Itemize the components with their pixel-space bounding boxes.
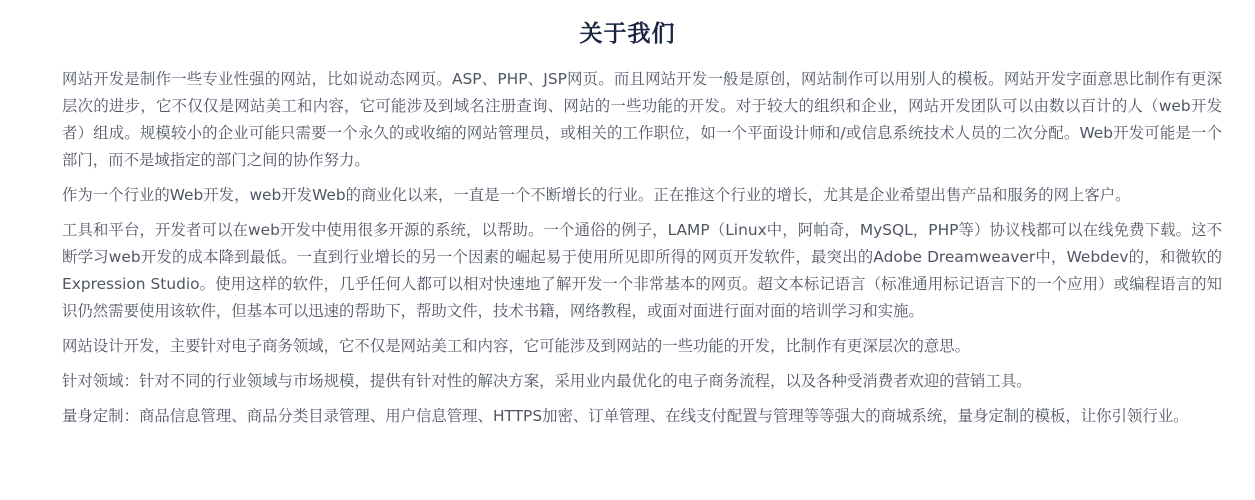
paragraph-custom: 量身定制：商品信息管理、商品分类目录管理、用户信息管理、HTTPS加密、订单管理、在线支付配置与管理等等强大的商城系统，量身定制的模板，让你引领行业。 [62, 407, 1189, 425]
paragraph-domain: 针对领域：针对不同的行业领域与市场规模，提供有针对性的解决方案，采用业内最优化的电子商务流程，以及各种受消费者欢迎的营销工具。 [62, 372, 1032, 390]
page-title: 关于我们 [579, 21, 676, 48]
paragraph-intro: 网站开发是制作一些专业性强的网站，比如说动态网页。ASP、PHP、JSP网页。而且网站开发一般是原创，网站制作可以用别人的模板。网站开发字面意思比制作有更深层次的进步，它不仅仅是网站美工和内容，它可能涉及到域名注册查询、网站的一些功能的开发。对于较大的组织和企业，网站开发团队可以由数以百计的人（web开发者）组成。规模较小的企业可能只需要一个永久的或收缩的网站管理员，或相关的工作职位，如一个平面设计师和/或信息系统技术人员的二次分配。Web开发可能是一个部门，而不是域指定的部门之间的协作努力。 [62, 70, 1222, 169]
paragraph-industry: 作为一个行业的Web开发，web开发Web的商业化以来，一直是一个不断增长的行业。正在推这个行业的增长，尤其是企业希望出售产品和服务的网上客户。 [62, 186, 1131, 204]
paragraph-design: 网站设计开发，主要针对电子商务领域，它不仅是网站美工和内容，它可能涉及到网站的一些功能的开发，比制作有更深层次的意思。 [62, 337, 971, 355]
paragraph-tools: 工具和平台，开发者可以在web开发中使用很多开源的系统，以帮助。一个通俗的例子，LAMP（Linux中，阿帕奇，MySQL，PHP等）协议栈都可以在线免费下载。这不断学习web开发的成本降到最低。一直到行业增长的另一个因素的崛起易于使用所见即所得的网页开发软件，最突出的Adobe Dreamweaver中，Webdev的，和微软的Expression Studio。使用这样的软件，几乎任何人都可以相对快速地了解开发一个非常基本的网页。超文本标记语言（标准通用标记语言下的一个应用）或编程语言的知识仍然需要使用该软件，但基本可以迅速的帮助下，帮助文件，技术书籍，网络教程，或面对面进行面对面的培训学习和实施。 [62, 221, 1222, 320]
about-content [62, 66, 1222, 438]
